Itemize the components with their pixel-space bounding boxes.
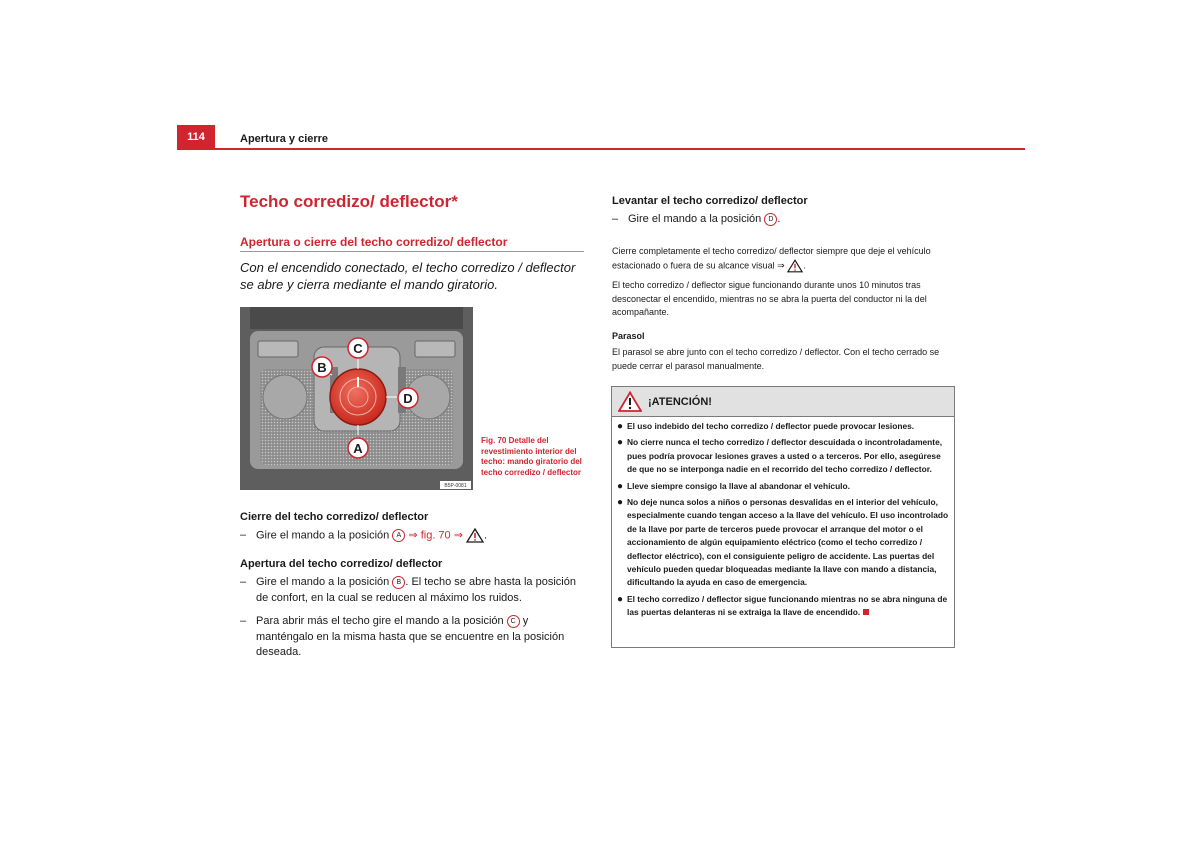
figure-caption: Fig. 70 Detalle del revestimiento interior del techo: mando giratorio del techo corredizo / deflector xyxy=(481,436,582,477)
apertura-step-1-text: Gire el mando a la posición xyxy=(256,576,390,588)
roof-control-illustration xyxy=(240,307,473,490)
levantar-heading: Levantar el techo corredizo/ deflector xyxy=(612,195,808,207)
svg-text:C: C xyxy=(353,341,363,356)
svg-text:A: A xyxy=(353,441,363,456)
position-d-badge: D xyxy=(764,213,777,226)
levantar-step: – Gire el mando a la posición D . xyxy=(612,213,781,225)
parasol-text: El parasol se abre junto con el techo corredizo / deflector. Con el techo cerrado se puede cerrar el parasol manualmente. xyxy=(612,347,940,371)
section-title: Techo corredizo/ deflector* xyxy=(240,192,458,211)
apertura-step-1-rest: . El techo se abre hasta la posición de confort, en la cual se reducen al máximo los ruidos. xyxy=(256,576,576,604)
warning-bullet: ● El techo corredizo / deflector sigue funcionando mientras no se abra ninguna de las puertas delanteras ni se extraiga la llave de encendido. xyxy=(617,593,948,618)
warning-bullet: ● No cierre nunca el techo corredizo / deflector descuidada o incontroladamente, pues podría provocar lesiones graves a usted o a terceros. Por ello, asegúrese de que no se interponga nadie en el recorrido del techo corredizo / deflector. xyxy=(617,437,943,475)
figure-ref-link[interactable]: ⇒ fig. 70 ⇒ xyxy=(408,529,463,542)
apertura-step-2-rest: y manténgalo en la misma hasta que se encuentre en la posición deseada. xyxy=(256,615,565,658)
roof-control-figure xyxy=(240,307,473,490)
levantar-step-text: Gire el mando a la posición xyxy=(628,213,762,225)
closing-paragraph: Cierre completamente el techo corredizo/ deflector siempre que deje el vehículo estacionado o fuera de su alcance visual ⇒ . xyxy=(612,245,956,273)
intro-text: Con el encendido conectado, el techo corredizo / deflector se abre y cierra mediante el mando giratorio. xyxy=(240,260,576,292)
chapter-title: Apertura y cierre xyxy=(240,133,329,145)
header-rule xyxy=(177,148,1025,150)
page-number: 114 xyxy=(177,125,215,149)
warning-bullet: ● El uso indebido del techo corredizo / deflector puede provocar lesiones. xyxy=(617,421,915,432)
position-b-badge: B xyxy=(392,576,405,589)
warning-body xyxy=(612,417,954,620)
label-a-marker xyxy=(348,438,368,458)
cierre-step: – Gire el mando a la posición A ⇒ fig. 70 ⇒ . xyxy=(240,529,488,542)
apertura-step-2-text: Para abrir más el techo gire el mando a la posición xyxy=(256,615,504,627)
label-d-marker xyxy=(398,388,418,408)
apertura-step-1: – Gire el mando a la posición B . El techo se abre hasta la posición de confort, en la cual se reducen al máximo los ruidos. xyxy=(240,576,576,604)
label-b-marker xyxy=(312,357,332,377)
warning-bullet: ● Lleve siempre consigo la llave al abandonar el vehículo. xyxy=(617,480,850,492)
cierre-heading: Cierre del techo corredizo/ deflector xyxy=(240,511,429,523)
warning-title: ¡ATENCIÓN! xyxy=(648,395,712,408)
figure-code: B5P-0081 xyxy=(444,483,467,489)
warning-triangle-icon[interactable] xyxy=(466,528,484,543)
svg-text:B: B xyxy=(317,360,327,375)
end-of-section-icon xyxy=(863,609,869,615)
cierre-step-text: Gire el mando a la posición xyxy=(256,529,390,542)
svg-text:D: D xyxy=(403,391,413,406)
position-c-badge: C xyxy=(507,615,520,628)
warning-box-header xyxy=(612,387,954,417)
subsection-rule xyxy=(240,251,584,252)
position-a-badge: A xyxy=(392,529,405,542)
warning-box xyxy=(611,386,955,648)
apertura-heading: Apertura del techo corredizo/ deflector xyxy=(240,558,443,570)
parasol-heading: Parasol xyxy=(612,331,645,341)
subsection-title: Apertura o cierre del techo corredizo/ deflector xyxy=(240,235,508,249)
label-c-marker xyxy=(348,338,368,358)
timer-paragraph: El techo corredizo / deflector sigue funcionando durante unos 10 minutos tras desconectar el encendido, mientras no se abra la puerta del conductor ni la del acompañante. xyxy=(612,280,927,317)
warning-bullet: ● No deje nunca solos a niños o personas desvalidas en el interior del vehículo, especialmente cuando tengan acceso a la llave del vehículo. El uso incontrolado de la llave por parte de terceros puede provocar el arranque del motor o el accionamiento de algún equipamiento eléctrico (como el techo corredizo / deflector eléctrico), con el consiguiente peligro de accidente. Las puertas del vehículo pueden quedar bloqueadas mediante la llave con mando a distancia, dificultando la ayuda en caso de emergencia. xyxy=(617,497,949,588)
apertura-step-2: – Para abrir más el techo gire el mando a la posición C y manténgalo en la misma hasta que se encuentre en la posición deseada. xyxy=(240,615,565,658)
warning-triangle-icon xyxy=(618,391,642,412)
warning-triangle-icon[interactable] xyxy=(787,259,803,273)
